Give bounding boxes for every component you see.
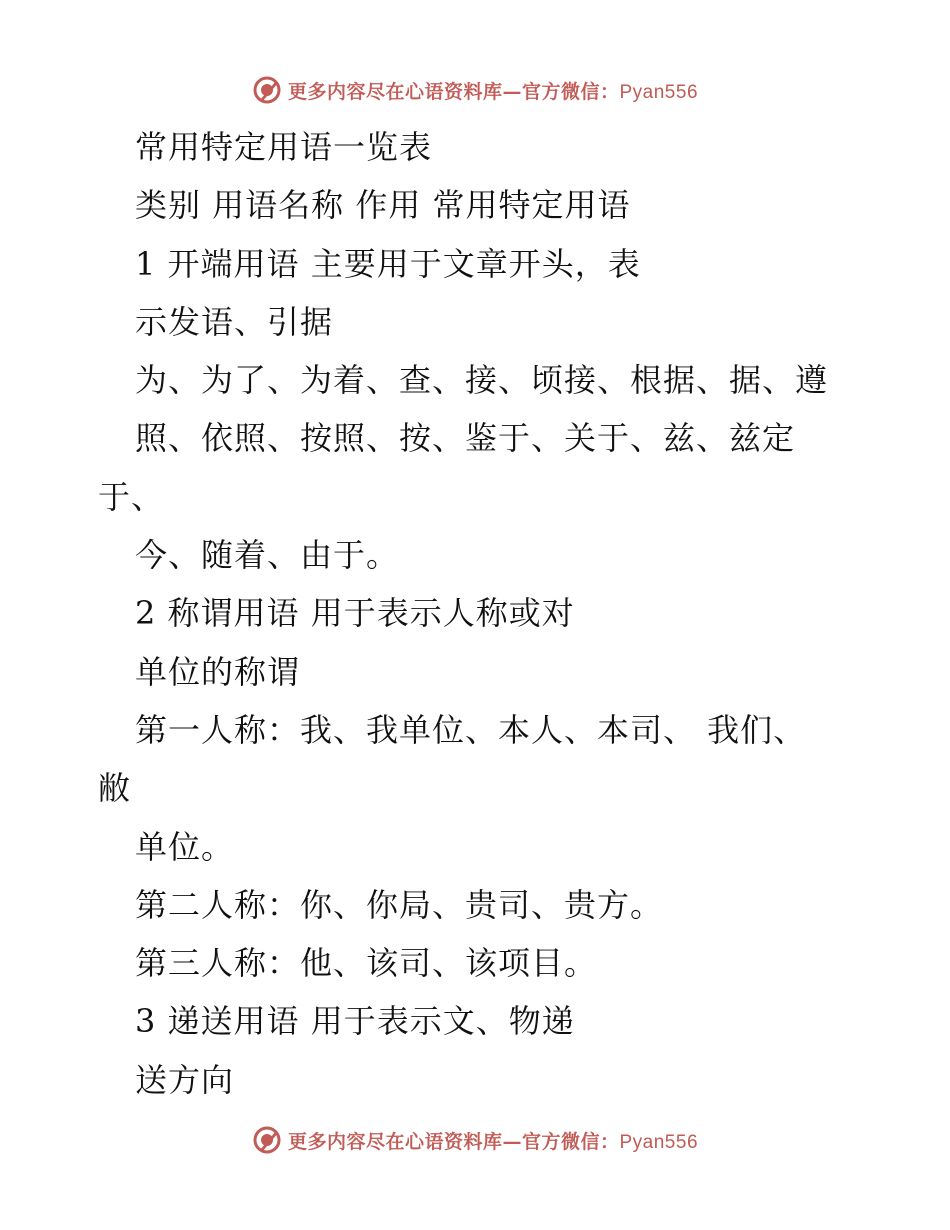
text-line: 常用特定用语一览表	[135, 128, 433, 166]
quill-seal-icon	[252, 1125, 282, 1155]
text-line: 照、依照、按照、按、鉴于、关于、兹、兹定	[135, 419, 796, 458]
text-line: 今、随着、由于。	[135, 536, 400, 575]
text-line: 为、为了、为着、查、接、顷接、根据、据、遵	[135, 361, 829, 400]
text-line: 3 递送用语 用于表示文、物递	[135, 1002, 575, 1041]
text-line: 示发语、引据	[135, 302, 334, 341]
text-line: 1 开端用语 主要用于文章开头，表	[135, 244, 641, 283]
text-line: 单位的称谓	[135, 652, 301, 691]
watermark-text: 更多内容尽在心语资料库—官方微信：Pyan556	[287, 80, 699, 103]
text-line: 第二人称：你、你局、贵司、贵方。	[135, 885, 664, 924]
header-watermark	[0, 70, 950, 110]
text-line: 第三人称：他、该司、该项目。	[135, 944, 598, 983]
text-line: 2 称谓用语 用于表示人称或对	[135, 594, 575, 633]
footer-watermark	[0, 1120, 950, 1160]
text-line: 单位。	[135, 827, 235, 866]
text-line: 于、	[98, 477, 165, 516]
watermark-text: 更多内容尽在心语资料库—官方微信：Pyan556	[287, 1130, 699, 1153]
text-line: 类别 用语名称 作用 常用特定用语	[135, 186, 631, 225]
document-body	[0, 118, 950, 1109]
text-line: 第一人称：我、我单位、本人、本司、 我们、	[135, 710, 807, 749]
quill-seal-icon	[252, 75, 282, 105]
text-line: 送方向	[135, 1060, 235, 1099]
text-line: 敝	[98, 769, 132, 808]
